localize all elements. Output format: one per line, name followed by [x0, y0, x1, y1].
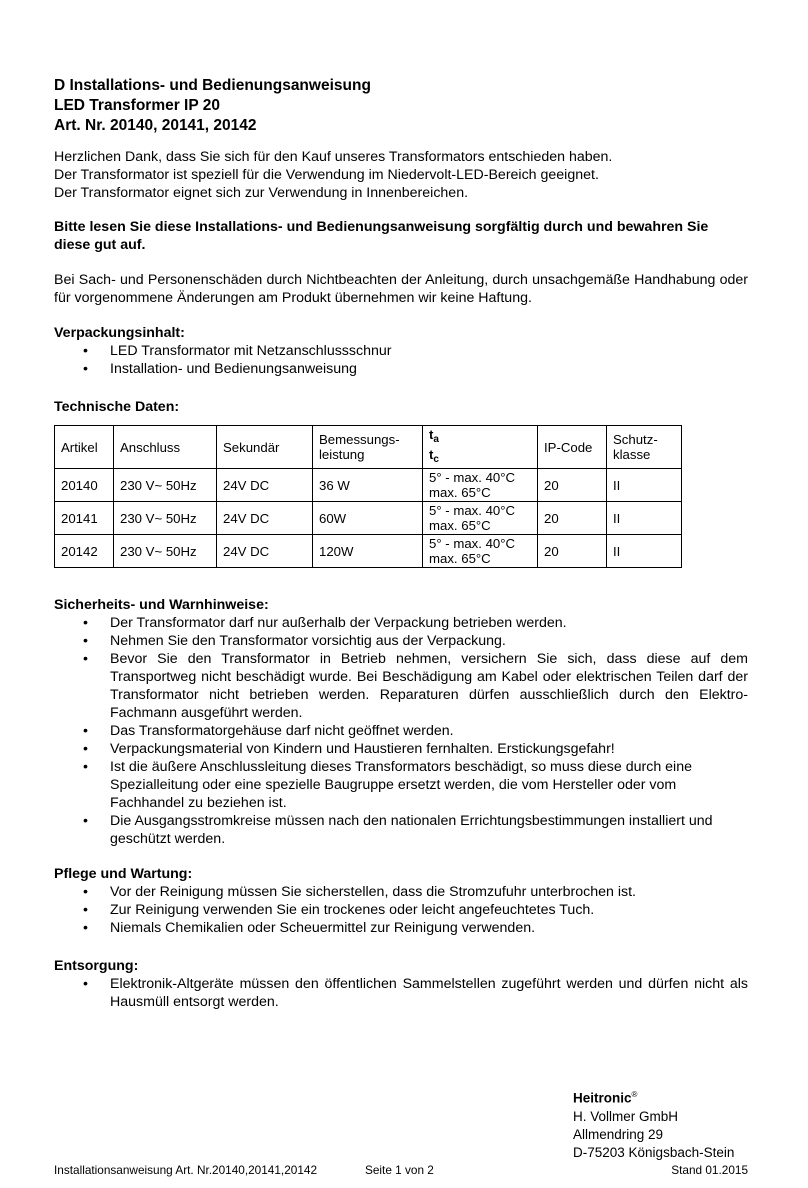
company-name: H. Vollmer GmbH — [573, 1108, 679, 1124]
table-row — [55, 502, 682, 535]
cell-anschluss: 230 V~ 50Hz — [114, 535, 217, 568]
read-notice: Bitte lesen Sie diese Installations- und Bedienungsanweisung sorgfältig durch und bewahren Sie diese gut auf. — [54, 219, 709, 253]
header-schutz-1: Schutz- — [613, 432, 658, 447]
title-line-3: Art. Nr. 20140, 20141, 20142 — [54, 117, 257, 134]
cell-ip: 20 — [538, 535, 607, 568]
list-item: • Ist die äußere Anschlussleitung dieses Transformators beschädigt, so muss diese durch eine Spezialleitung oder eine spezielle Baugruppe ersetzt werden, die vom Hersteller oder vom Fachhandel zu beziehen ist. — [54, 758, 748, 812]
title-line-2: LED Transformer IP 20 — [54, 97, 220, 114]
cell-artikel: 20142 — [55, 535, 114, 568]
intro-line-1: Herzlichen Dank, dass Sie sich für den Kauf unseres Transformators entschieden haben. — [54, 149, 613, 165]
care-section — [54, 865, 748, 937]
disposal-list — [54, 975, 748, 1011]
header-leistung-2: leistung — [319, 447, 365, 462]
document-title — [54, 76, 371, 136]
list-item: • Installation- und Bedienungsanweisung — [54, 360, 748, 378]
header-leistung-1: Bemessungs- — [319, 432, 400, 447]
list-item: • Bevor Sie den Transformator in Betrieb nehmen, versichern Sie sich, dass diese auf dem Transportweg nicht beschädigt wurde. Bei Beschädigung am Kabel oder elektrischen Teilen darf der Transformator nicht betrieben werden. Reparaturen dürfen ausschließlich durch den Elektro-Fachmann ausgeführt werden. — [54, 650, 748, 722]
intro-line-2: Der Transformator ist speziell für die Verwendung im Niedervolt-LED-Bereich geeignet. — [54, 167, 599, 183]
street-address: Allmendring 29 — [573, 1126, 664, 1142]
footer-date: Stand 01.2015 — [671, 1163, 748, 1177]
cell-sekundaer: 24V DC — [217, 502, 313, 535]
title-line-1: D Installations- und Bedienungsanweisung — [54, 77, 371, 94]
cell-klasse: II — [607, 502, 682, 535]
safety-heading: Sicherheits- und Warnhinweise: — [54, 597, 269, 613]
specs-table — [54, 425, 682, 568]
safety-section — [54, 596, 748, 848]
cell-leistung: 60W — [313, 502, 423, 535]
header-ta-sub: a — [433, 434, 439, 445]
cell-ip: 20 — [538, 469, 607, 502]
footer-page-number: Seite 1 von 2 — [365, 1163, 434, 1177]
list-item: • LED Transformator mit Netzanschlussschnur — [54, 342, 748, 360]
disposal-heading: Entsorgung: — [54, 958, 139, 974]
table-row — [55, 535, 682, 568]
liability-paragraph: Bei Sach- und Personenschäden durch Nichtbeachten der Anleitung, durch unsachgemäße Handhabung oder für vorgenommene Änderungen am Produkt übernehmen wir keine Haftung. — [54, 272, 748, 306]
cell-tc: max. 65°C — [429, 485, 491, 500]
footer-doc-title: Installationsanweisung Art. Nr.20140,20141,20142 — [54, 1163, 317, 1177]
list-item: • Die Ausgangsstromkreise müssen nach den nationalen Errichtungsbestimmungen installiert und geschützt werden. — [54, 812, 748, 848]
header-schutzklasse — [607, 426, 682, 469]
package-list — [54, 342, 748, 378]
cell-artikel: 20141 — [55, 502, 114, 535]
list-item: • Vor der Reinigung müssen Sie sicherstellen, dass die Stromzufuhr unterbrochen ist. — [54, 883, 748, 901]
cell-ta: 5° - max. 40°C — [429, 536, 516, 551]
cell-leistung: 36 W — [313, 469, 423, 502]
header-tc-sub: c — [433, 454, 439, 465]
header-sekundaer: Sekundär — [217, 426, 313, 469]
cell-sekundaer: 24V DC — [217, 469, 313, 502]
table-header-row — [55, 426, 682, 469]
care-heading: Pflege und Wartung: — [54, 866, 193, 882]
header-leistung — [313, 426, 423, 469]
manufacturer-address — [573, 1086, 734, 1162]
intro-paragraph — [54, 148, 748, 202]
specs-heading: Technische Daten: — [54, 399, 180, 415]
brand-name: Heitronic — [573, 1090, 632, 1106]
table-row — [55, 469, 682, 502]
header-ipcode: IP-Code — [538, 426, 607, 469]
safety-list — [54, 614, 748, 848]
list-item: • Elektronik-Altgeräte müssen den öffentlichen Sammelstellen zugeführt werden und dürfen nicht als Hausmüll entsorgt werden. — [54, 975, 748, 1011]
disposal-section — [54, 957, 748, 1011]
header-schutz-2: klasse — [613, 447, 651, 462]
cell-klasse: II — [607, 535, 682, 568]
registered-mark: ® — [631, 1090, 638, 1099]
cell-temperature — [423, 535, 538, 568]
list-item: • Verpackungsmaterial von Kindern und Haustieren fernhalten. Erstickungsgefahr! — [54, 740, 748, 758]
city-address: D-75203 Königsbach-Stein — [573, 1144, 735, 1160]
cell-leistung: 120W — [313, 535, 423, 568]
list-item: • Der Transformator darf nur außerhalb der Verpackung betrieben werden. — [54, 614, 748, 632]
intro-line-3: Der Transformator eignet sich zur Verwendung in Innenbereichen. — [54, 185, 469, 201]
cell-klasse: II — [607, 469, 682, 502]
cell-sekundaer: 24V DC — [217, 535, 313, 568]
list-item: • Niemals Chemikalien oder Scheuermittel zur Reinigung verwenden. — [54, 919, 748, 937]
cell-ta: 5° - max. 40°C — [429, 503, 516, 518]
list-item: • Zur Reinigung verwenden Sie ein trockenes oder leicht angefeuchtetes Tuch. — [54, 901, 748, 919]
package-section — [54, 324, 748, 378]
cell-anschluss: 230 V~ 50Hz — [114, 469, 217, 502]
cell-tc: max. 65°C — [429, 551, 491, 566]
header-temperature — [423, 426, 538, 469]
cell-ta: 5° - max. 40°C — [429, 470, 516, 485]
header-tc: t — [429, 447, 434, 462]
cell-temperature — [423, 469, 538, 502]
header-ta: t — [429, 427, 434, 442]
cell-ip: 20 — [538, 502, 607, 535]
cell-artikel: 20140 — [55, 469, 114, 502]
care-list — [54, 883, 748, 937]
cell-temperature — [423, 502, 538, 535]
header-anschluss: Anschluss — [114, 426, 217, 469]
header-artikel: Artikel — [55, 426, 114, 469]
list-item: • Nehmen Sie den Transformator vorsichtig aus der Verpackung. — [54, 632, 748, 650]
package-heading: Verpackungsinhalt: — [54, 325, 185, 341]
cell-tc: max. 65°C — [429, 518, 491, 533]
cell-anschluss: 230 V~ 50Hz — [114, 502, 217, 535]
list-item: • Das Transformatorgehäuse darf nicht geöffnet werden. — [54, 722, 748, 740]
